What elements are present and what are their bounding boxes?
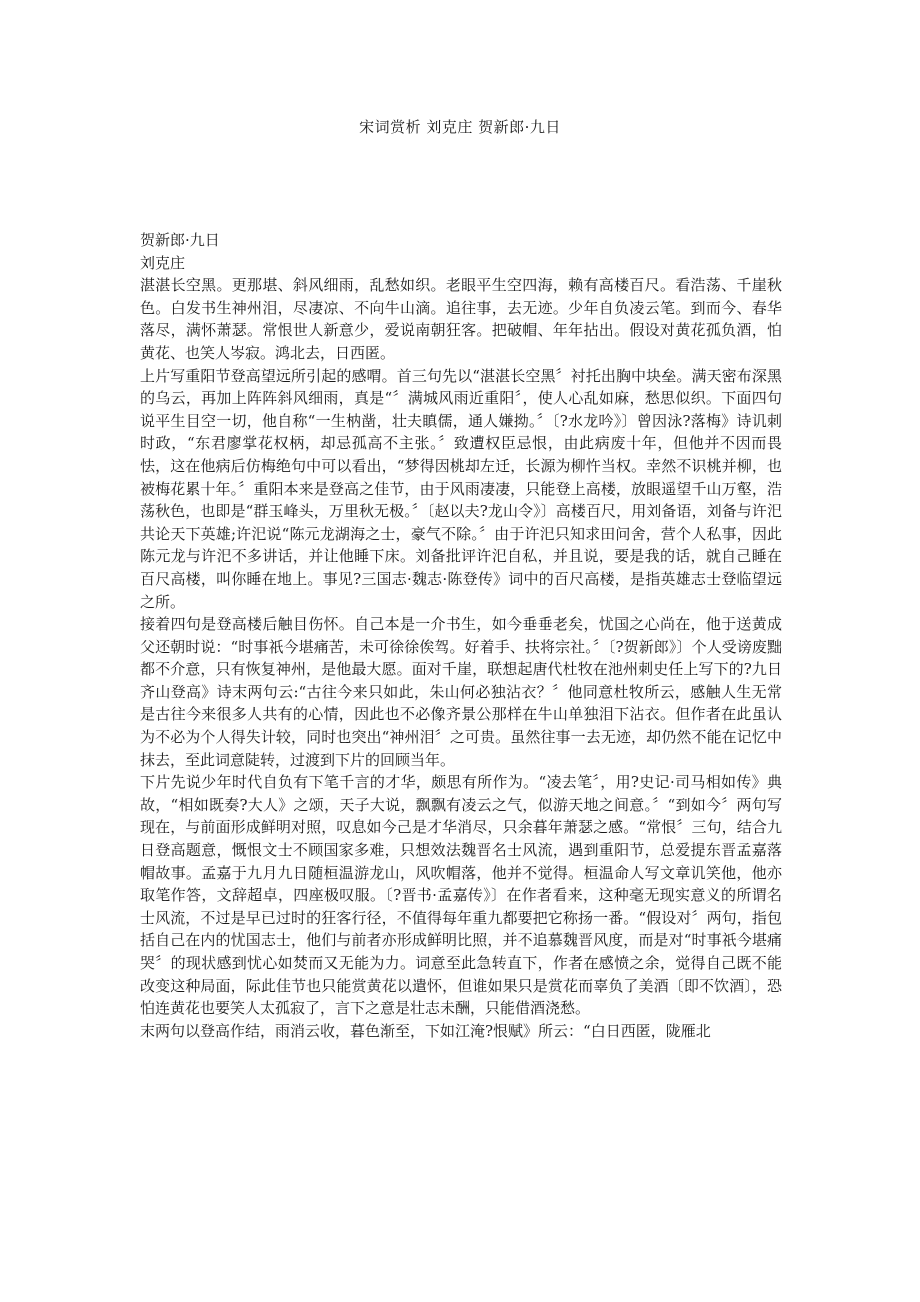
poem-text: 湛湛长空黑。更那堪、斜风细雨，乱愁如织。老眼平生空四海，赖有高楼百尺。看浩荡、千崖秋色。白发书生神州泪，尽凄凉、不向牛山滴。追往事，去无迹。少年自负凌云笔。到而今、春华落尽，满怀萧瑟。常恨世人新意少，爱说南朝狂客。把破帽、年年拈出。假设对黄花孤负酒，怕黄花、也笑人岑寂。鸿北去，日西匿。	[140, 276, 782, 362]
commentary-paragraph: 上片写重阳节登高望远所引起的感喟。首三句先以“湛湛长空黑〞衬托出胸中块垒。满天密布深黑的乌云，再加上阵阵斜风细雨，真是“〞满城风雨近重阳〞，使人心乱如麻，愁思似织。下面四句说平生目空一切，他自称“一生枘凿，壮夫瞋儒，通人嫌拗。〞〔?水龙吟》〕曾因泳?落梅》诗讥刺时政，“东君廖掌花权柄，却忌孤高不主张。〞致遭权臣忌恨，由此病废十年，但他并不因而畏怯，这在他病后仿梅绝句中可以看出，“梦得因桃却左迁，长源为柳忤当权。幸然不识桃并柳，也被梅花累十年。〞重阳本来是登高之佳节，由于风雨凄凄，只能登上高楼，放眼遥望千山万壑，浩荡秋色，也即是“群玉峰头，万里秋无极。〞〔赵以夫?龙山令》〕高楼百尺，用刘备语，刘备与许汜共论天下英雄;许汜说“陈元龙湖海之士，豪气不除。〞由于许汜只知求田问舍，营个人私事，因此陈元龙与许汜不多讲话，并让他睡下床。刘备批评许汜自私，并且说，要是我的话，就自己睡在百尺高楼，叫你睡在地上。事见?三国志·魏志·陈登传》词中的百尺高楼，是指英雄志士登临望远之所。	[140, 366, 782, 611]
document-body	[140, 229, 782, 1042]
commentary-paragraph: 下片先说少年时代自负有下笔千言的才华，颇思有所作为。“凌去笔〞，用?史记·司马相如传》典故，“相如既奏?大人》之颂，天子大说，飘飘有凌云之气，似游天地之间意。〞“到如今〞两句写现在，与前面形成鲜明对照，叹息如今己是才华消尽，只余暮年萧瑟之感。“常恨〞三句，结合九日登高题意，慨恨文士不顾国家多难，只想效法魏晋名士风流，遇到重阳节，总爱提东晋孟嘉落帽故事。孟嘉于九月九日随桓温游龙山，风吹帽落，他并不觉得。桓温命人写文章讥笑他，他亦取笔作答，文辞超卓，四座极叹服。〔?晋书·孟嘉传》〕在作者看来，这种毫无现实意义的所谓名士风流，不过是早已过时的狂客行径，不值得每年重九都要把它称扬一番。“假设对〞两句，指包括自己在内的忧国志士，他们与前者亦形成鲜明比照，并不追慕魏晋风度，而是对“时事祇今堪痛哭〞的现状感到忧心如焚而又无能为力。词意至此急转直下，作者在感愤之余，觉得自己既不能改变这种局面，际此佳节也只能赏黄花以遣怀，但谁如果只是赏花而辜负了美酒〔即不饮酒〕，恐怕连黄花也要笑人太孤寂了，言下之意是壮志未酬，只能借酒浇愁。	[140, 773, 782, 1018]
document-title: 宋词赏析 刘克庄 贺新郎·九日	[359, 118, 561, 136]
poem-title: 贺新郎·九日	[140, 231, 220, 249]
commentary-paragraph: 末两句以登高作结，雨消云收，暮色渐至，下如江淹?恨赋》所云：“白日西匿，陇雁北	[140, 1021, 711, 1040]
poem-author: 刘克庄	[140, 253, 186, 272]
commentary-paragraph: 接着四句是登高楼后触目伤怀。自己本是一介书生，如今垂垂老矣，忧国之心尚在，他于送黄成父还朝时说：“时事祇今堪痛苦，未可徐徐俟驾。好着手、扶将宗社。〞〔?贺新郎》〕个人受谤废黜都不介意，只有恢复神州，是他最大愿。面对千崖，联想起唐代杜牧在池州刺史任上写下的?九日齐山登高》诗末两句云:“古往今来只如此，朱山何必独沾衣？〞他同意杜牧所云，感触人生无常是古往今来很多人共有的心情，因此也不必像齐景公那样在牛山单独泪下沾衣。但作者在此虽认为不必为个人得失计较，同时也突出“神州泪〞之可贵。虽然往事一去无迹，却仍然不能在记忆中抹去，至此词意陡转，过渡到下片的回顾当年。	[140, 615, 782, 769]
